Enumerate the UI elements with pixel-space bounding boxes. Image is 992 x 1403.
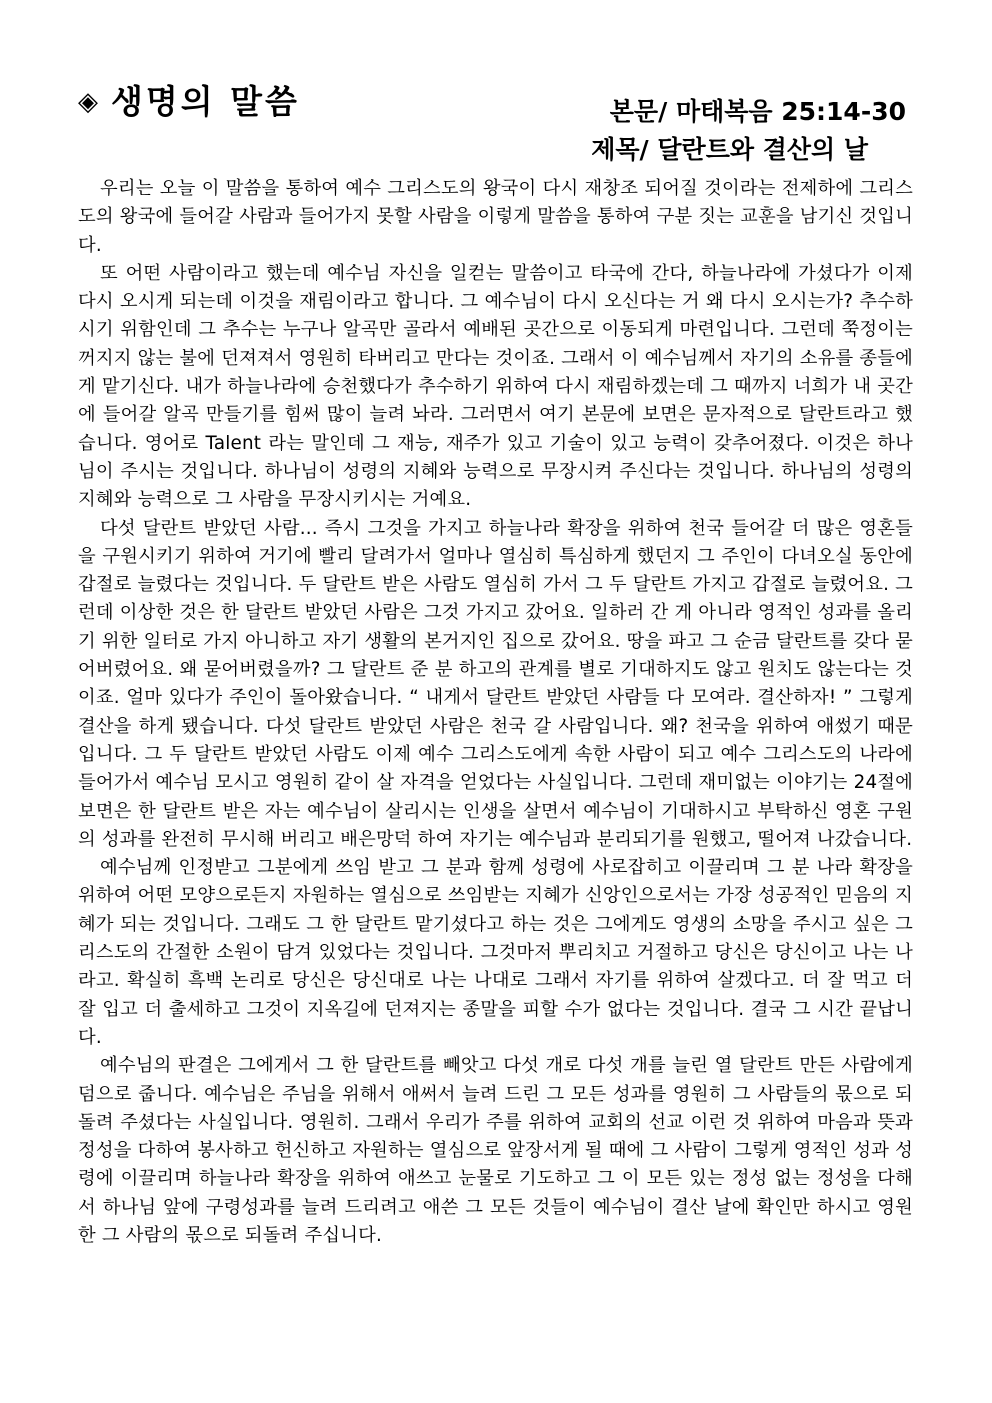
subject-label: 제목/: [591, 135, 649, 164]
paragraph: 예수님께 인정받고 그분에게 쓰임 받고 그 분과 함께 성령에 사로잡히고 이끌리며 그 분 나라 확장을 위하여 어떤 모양으로든지 자원하는 열심으로 쓰임받는 지혜가 신앙인으로서는 가장 성공적인 믿음의 지혜가 되는 것입니다. 그래도 그 한 달란트 맡기셨다고 하는 것은 그에게도 영생의 소망을 주시고 싶은 그리스도의 간절한 소원이 담겨 있었다는 것입니다. 그것마저 뿌리치고 거절하고 당신은 당신이고 나는 나라고. 확실히 흑백 논리로 당신은 당신대로 나는 나대로 그래서 자기를 위하여 살겠다고. 더 잘 먹고 더 잘 입고 더 출세하고 그것이 지옥길에 던져지는 종말을 피할 수가 없다는 것입니다. 결국 그 시간 끝납니다.: [78, 857, 913, 1048]
paragraph: 또 어떤 사람이라고 했는데 예수님 자신을 일컫는 말씀이고 타국에 간다, 하늘나라에 가셨다가 이제 다시 오시게 되는데 이것을 재림이라고 합니다. 그 예수님이 다시 오신다는 거 왜 다시 오시는가? 추수하시기 위함인데 그 추수는 누구나 알곡만 골라서 예배된 곳간으로 이동되게 마련입니다. 그런데 쭉정이는 꺼지지 않는 불에 던져져서 영원히 타버리고 만다는 것이죠. 그래서 이 예수님께서 자기의 소유를 종들에게 맡기신다. 내가 하늘나라에 승천했다가 추수하기 위하여 다시 재림하겠는데 그 때까지 너희가 내 곳간에 들어갈 알곡 만들기를 힘써 많이 늘려 놔라. 그러면서 여기 본문에 보면은 문자적으로 달란트라고 했습니다. 영어로 Talent 라는 말인데 그 재능, 재주가 있고 기술이 있고 능력이 갖추어졌다. 이것은 하나님이 주시는 것입니다. 하나님이 성령의 지혜와 능력으로 무장시켜 주신다는 것입니다. 하나님의 성령의 지혜와 능력으로 그 사람을 무장시키시는 거예요.: [78, 262, 913, 511]
scripture-label: 본문/: [609, 97, 668, 126]
paragraph: 다섯 달란트 받았던 사람... 즉시 그것을 가지고 하늘나라 확장을 위하여 천국 들어갈 더 많은 영혼들을 구원시키기 위하여 거기에 빨리 달려가서 얼마나 열심히 특심하게 했던지 그 주인이 다녀오실 동안에 갑절로 늘렸다는 것입니다. 두 달란트 받은 사람도 열심히 가서 그 두 달란트 가지고 갑절로 늘렸어요. 그런데 이상한 것은 한 달란트 받았던 사람은 그것 가지고 갔어요. 일하러 간 게 아니라 영적인 성과를 올리기 위한 일터로 가지 아니하고 자기 생활의 본거지인 집으로 갔어요. 땅을 파고 그 순금 달란트를 갖다 묻어버렸어요. 왜 묻어버렸을까? 그 달란트 준 분 하고의 관계를 별로 기대하지도 않고 원치도 않는다는 것이죠. 얼마 있다가 주인이 돌아왔습니다. “ 내게서 달란트 받았던 사람들 다 모여라. 결산하자! ” 그렇게 결산을 하게 됐습니다. 다섯 달란트 받았던 사람은 천국 갈 사람입니다. 왜? 천국을 위하여 애썼기 때문입니다. 그 두 달란트 받았던 사람도 이제 예수 그리스도에게 속한 사람이 되고 예수 그리스도의 나라에 들어가서 예수님 모시고 영원히 같이 살 자격을 얻었다는 사실입니다. 그런데 재미없는 이야기는 24절에 보면은 한 달란트 받은 자는 예수님이 살리시는 인생을 살면서 예수님이 기대하시고 부탁하신 영혼 구원의 성과를 완전히 무시해 버리고 배은망덕 하여 자기는 예수님과 분리되기를 원했고, 떨어져 나갔습니다.: [78, 517, 913, 850]
sermon-subject: [591, 130, 868, 166]
diamond-bullet-icon: ◈: [78, 87, 101, 117]
paragraph: 예수님의 판결은 그에게서 그 한 달란트를 빼앗고 다섯 개로 다섯 개를 늘린 열 달란트 만든 사람에게 덤으로 줍니다. 예수님은 주님을 위해서 애써서 늘려 드린 그 모든 성과를 영원히 그 사람들의 몫으로 되돌려 주셨다는 사실입니다. 영원히. 그래서 우리가 주를 위하여 교회의 선교 이런 것 위하여 마음과 뜻과 정성을 다하여 봉사하고 헌신하고 자원하는 열심으로 앞장서게 될 때에 그 사람이 그렇게 영적인 성과 성령에 이끌리며 하늘나라 확장을 위하여 애쓰고 눈물로 기도하고 그 이 모든 있는 정성 없는 정성을 다해서 하나님 앞에 구령성과를 늘려 드리려고 애쓴 그 모든 것들이 예수님이 결산 날에 확인만 하시고 영원한 그 사람의 몫으로 되돌려 주십니다.: [78, 1055, 913, 1246]
page-title-text: 생명의 말씀: [111, 82, 300, 121]
subject-text: 달란트와 결산의 날: [657, 135, 868, 164]
sermon-body: [78, 175, 913, 1250]
page-title: [78, 76, 300, 123]
paragraph: 우리는 오늘 이 말씀을 통하여 예수 그리스도의 왕국이 다시 재창조 되어질 것이라는 전제하에 그리스도의 왕국에 들어갈 사람과 들어가지 못할 사람을 이렇게 말씀을 통하여 구분 짓는 교훈을 남기신 것입니다.: [78, 178, 913, 256]
scripture-reference: [610, 92, 906, 128]
scripture-ref-text: 마태복음 25:14-30: [675, 97, 906, 126]
